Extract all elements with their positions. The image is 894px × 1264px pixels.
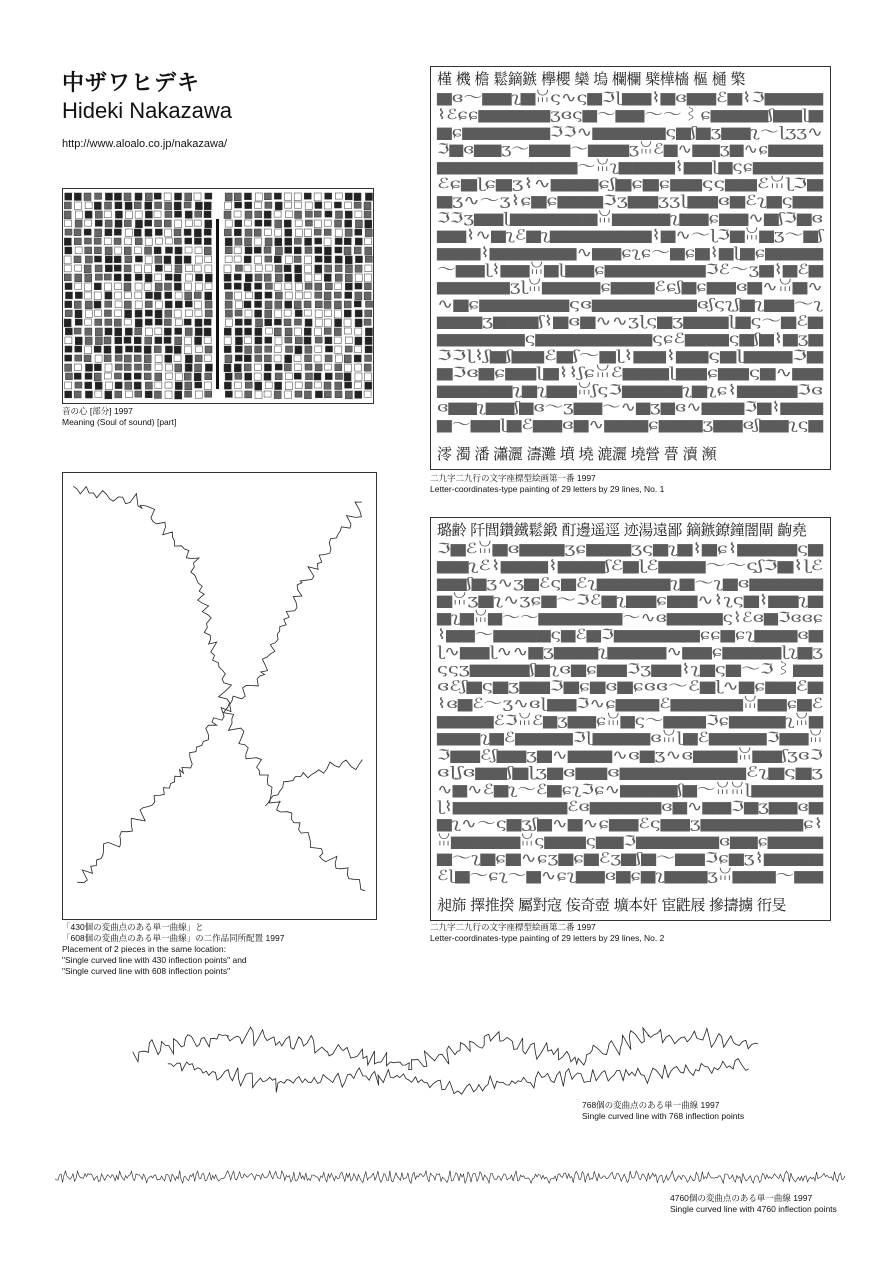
letter-painting-2-caption bbox=[430, 922, 850, 944]
curve-4760-caption bbox=[670, 1193, 870, 1215]
artist-name-japanese: 中ザワヒデキ bbox=[62, 70, 201, 95]
caption-line: 音の心 [部分] 1997 bbox=[62, 406, 133, 416]
svg-text:ℰɭ▆〜ɕʅ〜▆∿ɕʅ▆▆ɞ▆ɕ▆ʅ▆▆▆ʒꈍ▆▆▆〜▆▆: ℰɭ▆〜ɕʅ〜▆∿ɕʅ▆▆ɞ▆ɕ▆ʅ▆▆▆ʒꈍ▆▆▆〜▆▆ bbox=[437, 868, 727, 885]
svg-text:ℰɕ▆ɭɕ▆ʒ⌇∿▆▆▆ɕʃ▆ɕ▆ɕ▆▆ςς▆▆ℰꈍɭℑ▆: ℰɕ▆ɭɕ▆ʒ⌇∿▆▆▆ɕʃ▆ɕ▆ɕ▆▆ςς▆▆ℰꈍɭℑ▆ bbox=[437, 176, 700, 193]
svg-text:ℑ▆ɞ▆▆ʒ〜▆▆▆〜▆▆▆ʒꈍℰ▆∿▆▆ʒ▆∿ɕ▆▆▆▆: ℑ▆ɞ▆▆ʒ〜▆▆▆〜▆▆▆ʒꈍℰ▆∿▆▆ʒ▆∿ɕ▆▆▆▆ bbox=[437, 141, 741, 158]
svg-text:▆▆▆ʅ▆ℰ▆▆▆▆ℑɭ▆▆▆▆ɞꈍɭ▆ℰ▆▆▆▆ℑ▆▆ꈍ: ▆▆▆ʅ▆ℰ▆▆▆▆ℑɭ▆▆▆▆ɞꈍɭ▆ℰ▆▆▆▆ℑ▆▆ꈍ bbox=[437, 730, 726, 747]
svg-text:⌇ɞ▆ℰ〜ʒ∿ɞɭ▆▆ℑ∿ɕ▆▆▆ℰ▆▆▆▆▆ꈍ▆▆ɕ▆ℰ: ⌇ɞ▆ℰ〜ʒ∿ɞɭ▆▆ℑ∿ɕ▆▆▆ℰ▆▆▆▆▆ꈍ▆▆ɕ▆ℰ bbox=[437, 696, 724, 713]
caption-line: Letter-coordinates-type painting of 29 letters by 29 lines, No. 2 bbox=[430, 933, 665, 943]
curve-768-artwork bbox=[128, 1008, 768, 1098]
svg-text:∿▆ɕ▆▆▆▆▆▆ςɞ▆▆▆▆▆▆▆ɞʃςʅʃ▆ʅ▆▆〜ʅ: ∿▆ɕ▆▆▆▆▆▆ςɞ▆▆▆▆▆▆▆ɞʃςʅʃ▆ʅ▆▆〜ʅ bbox=[437, 296, 824, 313]
svg-text:▆ɞ〜▆▆ʅ▆ꈍς∿ς▆ℑɭ▆▆⌇▆ɞ▆▆ℰ▆⌇ℑ▆▆▆▆: ▆ɞ〜▆▆ʅ▆ꈍς∿ς▆ℑɭ▆▆⌇▆ɞ▆▆ℰ▆⌇ℑ▆▆▆▆ bbox=[437, 90, 722, 107]
meaning-artwork bbox=[62, 188, 374, 404]
caption-line: 768個の変曲点のある単一曲線 1997 bbox=[582, 1100, 720, 1110]
caption-line: Single curved line with 768 inflection points bbox=[582, 1111, 745, 1121]
letter-painting-1-body bbox=[431, 88, 830, 438]
meaning-caption bbox=[62, 406, 392, 428]
svg-text:▆ʒ∿〜ʒ⌇ɕ▆ɕ▆▆▆ℑʒ▆▆ʒʒɭ▆▆ɞ▆ℰʅ▆ς▆▆: ▆ʒ∿〜ʒ⌇ɕ▆ɕ▆▆▆ℑʒ▆▆ʒʒɭ▆▆ɞ▆ℰʅ▆ς▆▆ bbox=[435, 193, 824, 210]
curve-4760-artwork bbox=[55, 1162, 845, 1192]
caption-line: Meaning (Soul of sound) [part] bbox=[62, 417, 177, 427]
caption-line: "Single curved line with 608 inflection points" bbox=[62, 966, 231, 976]
caption-line: 二九字二九行の文字座標型絵画第一番 1997 bbox=[430, 473, 596, 483]
svg-text:〜▆▆ɭ⌇▆▆ꈍ▆ɭ▆▆ɕ▆▆▆▆▆▆▆ℑℰ〜ʒ▆⌇▆ℰ▆: 〜▆▆ɭ⌇▆▆ꈍ▆ɭ▆▆ɕ▆▆▆▆▆▆▆ℑℰ〜ʒ▆⌇▆ℰ▆ bbox=[437, 262, 726, 279]
curve-768-caption bbox=[582, 1100, 802, 1122]
svg-text:▆▆▆▆ℰℑꈍℰ▆ʒ▆▆ɕꈍ▆ς〜▆▆▆ℑɕ▆▆▆▆ʅꈍ▆: ▆▆▆▆ℰℑꈍℰ▆ʒ▆▆ɕꈍ▆ς〜▆▆▆ℑɕ▆▆▆▆ʅꈍ▆ bbox=[437, 713, 731, 730]
two-curves-artwork bbox=[62, 472, 377, 920]
svg-text:⌇▆▆〜▆▆▆▆ς▆ℰ▆ℑ▆▆▆▆▆▆ɕɕ▆ɕʅ▆▆▆ɞ▆: ⌇▆▆〜▆▆▆▆ς▆ℰ▆ℑ▆▆▆▆▆▆ɕɕ▆ɕʅ▆▆▆ɞ▆ bbox=[437, 627, 824, 644]
artist-url[interactable]: http://www.aloalo.co.jp/nakazawa/ bbox=[62, 138, 228, 150]
svg-text:ɭ∿▆▆ɭ∿∿▆ʒ▆▆▆ʅ▆▆▆▆∿▆▆ɕ▆▆▆▆ɭʅ▆ʒ: ɭ∿▆▆ɭ∿∿▆ʒ▆▆▆ʅ▆▆▆▆∿▆▆ɕ▆▆▆▆ɭʅ▆ʒ bbox=[437, 644, 824, 661]
svg-text:▆▆ʃ▆ʒ∿ʒ▆ℰς▆ℰʅ▆▆▆▆▆ʅ▆〜ʅ▆ɞ▆▆▆▆▆: ▆▆ʃ▆ʒ∿ʒ▆ℰς▆ℰʅ▆▆▆▆▆ʅ▆〜ʅ▆ɞ▆▆▆▆▆ bbox=[435, 575, 824, 592]
svg-text:▆▆▆▆▆ʅ▆ʅ▆▆ꈍʃςℑ▆▆▆▆ʅ▆ʅɕ⌇▆▆▆▆ℑɞ: ▆▆▆▆▆ʅ▆ʅ▆▆ꈍʃςℑ▆▆▆▆ʅ▆ʅɕ⌇▆▆▆▆ℑɞ bbox=[437, 382, 713, 399]
letter-painting-2-last-row: 昶旆 擇推揆 屬對寇 侫奇壺 壙本奸 宦鼪屐 摻擣擄 衎旻 bbox=[437, 895, 786, 914]
svg-text:▆▆▆▆▆ʒɭꈍ▆▆▆▆ɕ▆▆▆ℰɕʃ▆ɕ▆▆ɞ▆∿ꈍ▆∿: ▆▆▆▆▆ʒɭꈍ▆▆▆▆ɕ▆▆▆ℰɕʃ▆ɕ▆▆ɞ▆∿ꈍ▆∿ bbox=[437, 279, 723, 296]
svg-text:▆▆⌇∿▆ʅℰ▆ʅ▆▆▆▆▆▆▆⌇▆∿〜ɭℑ▆ꈍ▆ʒ〜▆ʃ: ▆▆⌇∿▆ʅℰ▆ʅ▆▆▆▆▆▆▆⌇▆∿〜ɭℑ▆ꈍ▆ʒ〜▆ʃ bbox=[437, 227, 724, 244]
svg-text:ɞɭʃɞ▆▆ʃ▆ɭʒ▆ɞ▆▆ɞ▆▆▆▆▆▆▆▆ℰʅ▆ς▆ʒ: ɞɭʃɞ▆▆ʃ▆ɭʒ▆ɞ▆▆ɞ▆▆▆▆▆▆▆▆ℰʅ▆ς▆ʒ bbox=[437, 764, 824, 781]
caption-line: Single curved line with 4760 inflection points bbox=[670, 1204, 837, 1214]
svg-text:▆〜▆▆ɭ▆ℰ▆▆ɞ▆∿▆▆▆ɕ▆▆▆ʒ▆▆ɞʃ▆▆ʅς▆: ▆〜▆▆ɭ▆ℰ▆▆ɞ▆∿▆▆▆ɕ▆▆▆ʒ▆▆ɞʃ▆▆ʅς▆ bbox=[435, 417, 824, 434]
caption-line: 4760個の変曲点のある単一曲線 1997 bbox=[670, 1193, 813, 1203]
caption-line: Letter-coordinates-type painting of 29 letters by 29 lines, No. 1 bbox=[430, 484, 665, 494]
svg-text:▆▆▆⌇▆▆▆▆▆▆∿▆▆ɕʅɕ〜▆ɕ▆⌇▆ɭ▆ɕ▆▆▆▆: ▆▆▆⌇▆▆▆▆▆▆∿▆▆ɕʅɕ〜▆ɕ▆⌇▆ɭ▆ɕ▆▆▆▆ bbox=[435, 245, 824, 262]
letter-painting-2-body bbox=[431, 539, 830, 889]
letter-painting-1-last-row: 澪 濁 潘 瀟灑 濤灘 墳 墝 漉灑 墝營 瞢 瀆 瀕 bbox=[437, 444, 716, 463]
letter-painting-1 bbox=[430, 66, 831, 470]
caption-line: "Single curved line with 430 inflection points" and bbox=[62, 955, 247, 965]
two-curves-caption bbox=[62, 922, 392, 977]
svg-text:▆▆ʅℰ⌇▆▆▆⌇▆▆▆ʃℰ▆ɭℰ▆▆▆〜〜ςʃℑ▆⌇ɭℰ: ▆▆ʅℰ⌇▆▆▆⌇▆▆▆ʃℰ▆ɭℰ▆▆▆〜〜ςʃℑ▆⌇ɭℰ bbox=[435, 558, 823, 575]
caption-line: 「608個の変曲点のある単一曲線」の二作品同所配置 1997 bbox=[62, 933, 285, 943]
letter-painting-2 bbox=[430, 517, 831, 921]
svg-text:ɭ⌇▆▆▆▆▆▆▆▆ℰɞ▆▆▆▆▆ɞ▆∿▆▆ℑ▆ʒ▆▆ɞ▆: ɭ⌇▆▆▆▆▆▆▆▆ℰɞ▆▆▆▆▆ɞ▆∿▆▆ℑ▆ʒ▆▆ɞ▆ bbox=[437, 799, 824, 816]
svg-text:ςςʒ▆▆▆▆ʃ▆ʅɞ▆ɕ▆▆ℑʒ▆▆⌇ʅ▆ς▆〜ℑ⌇▆▆: ςςʒ▆▆▆▆ʃ▆ʅɞ▆ɕ▆▆ℑʒ▆▆⌇ʅ▆ς▆〜ℑ⌇▆▆ bbox=[437, 661, 824, 678]
svg-text:▆ℑɞ▆ɕ▆▆ɭ▆⌇⌇ʃɕꈍℰ▆▆▆ɭ▆▆ɕ▆▆ς▆∿▆▆: ▆ℑɞ▆ɕ▆▆ɭ▆⌇⌇ʃɕꈍℰ▆▆▆ɭ▆▆ɕ▆▆ς▆∿▆▆ bbox=[437, 365, 707, 382]
letter-painting-1-first-row: 槿 機 檐 鬆鏑鏃 欅櫻 欒 塢 欄欄 檗樺檣 樞 樋 檠 bbox=[437, 70, 745, 88]
artist-name-english: Hideki Nakazawa bbox=[62, 98, 232, 123]
svg-text:▆ꈍʒ▆ʅ∿ʒɕ▆〜ℑℰ▆ʅ▆▆ɕ▆▆∿⌇ʅς▆⌇▆▆ʅ▆: ▆ꈍʒ▆ʅ∿ʒɕ▆〜ℑℰ▆ʅ▆▆ɕ▆▆∿⌇ʅς▆⌇▆▆ʅ▆ bbox=[437, 592, 714, 609]
svg-text:⌇ℰɕɕ▆▆▆▆▆ʒɞς▆〜▆▆〜〜⌇ɕ▆▆▆▆ʃ▆▆ɭ▆: ⌇ℰɕɕ▆▆▆▆▆ʒɞς▆〜▆▆〜〜⌇ɕ▆▆▆▆ʃ▆▆ɭ▆ bbox=[437, 107, 824, 124]
svg-text:ℑℑʒ▆▆ɭ▆▆▆▆▆▆ꈍ▆▆▆▆ʅ▆▆ɕ▆▆∿▆ʃℑ▆ɞ: ℑℑʒ▆▆ɭ▆▆▆▆▆▆ꈍ▆▆▆▆ʅ▆▆ɕ▆▆∿▆ʃℑ▆ɞ bbox=[437, 210, 723, 227]
meaning-artwork-image bbox=[63, 189, 373, 403]
svg-text:▆〜ʅ▆ɕ▆∿ɕʒ▆ɕ▆ℰʒ▆ʃ▆〜▆▆ℑɕ▆ʒ⌇▆▆▆▆: ▆〜ʅ▆ɕ▆∿ɕʒ▆ɕ▆ℰʒ▆ʃ▆〜▆▆ℑɕ▆ʒ⌇▆▆▆▆ bbox=[435, 850, 824, 867]
svg-text:▆▆▆ʒ▆▆▆ʃ⌇▆ɞ▆∿∿ʒɭς▆ʒ▆▆▆ɭ▆ς〜▆ℰ▆: ▆▆▆ʒ▆▆▆ʃ⌇▆ɞ▆∿∿ʒɭς▆ʒ▆▆▆ɭ▆ς〜▆ℰ▆ bbox=[435, 313, 824, 330]
svg-text:▆▆▆▆▆▆▆▆▆▆〜ꈍʅ▆▆▆▆⌇▆▆ɭ▆ςɕ▆▆▆▆▆: ▆▆▆▆▆▆▆▆▆▆〜ꈍʅ▆▆▆▆⌇▆▆ɭ▆ςɕ▆▆▆▆▆ bbox=[437, 159, 734, 176]
svg-text:ɞ▆▆ʅ▆▆ʃ▆ɞ〜ʒ▆▆〜∿▆ʒ▆ɞ∿▆▆▆ℑ▆⌇▆▆▆: ɞ▆▆ʅ▆▆ʃ▆ɞ〜ʒ▆▆〜∿▆ʒ▆ɞ∿▆▆▆ℑ▆⌇▆▆▆ bbox=[437, 399, 824, 416]
svg-text:▆ɕ▆▆▆▆▆▆ℑℑ∿▆▆▆▆▆ς▆ʃ▆ʒ▆▆ʅ〜ɭʒʒ∿: ▆ɕ▆▆▆▆▆▆ℑℑ∿▆▆▆▆▆ς▆ʃ▆ʒ▆▆ʅ〜ɭʒʒ∿ bbox=[435, 124, 823, 141]
svg-text:ɞℰʃ▆ς▆ʒ▆▆ℑ▆ɕ▆ɞ▆ɕɞɞ〜ℰ▆ɭ∿▆ɕ▆▆ℰ▆: ɞℰʃ▆ς▆ʒ▆▆ℑ▆ɕ▆ɞ▆ɕɞɞ〜ℰ▆ɭ∿▆ɕ▆▆ℰ▆ bbox=[437, 678, 824, 695]
letter-painting-2-first-row: 璐齢 阡閭鑽鐵鬆鍛 酊邊遥逕 迹湯遠鄙 鏑鏃鐐鐘闇閘 齣堯 bbox=[437, 521, 807, 539]
svg-text:∿▆∿ℰ▆ʅ〜ℰ▆ɕʅℑɕ∿▆▆▆▆ʃ▆〜ꈍꈍɭ▆▆▆▆▆: ∿▆∿ℰ▆ʅ〜ℰ▆ɕʅℑɕ∿▆▆▆▆ʃ▆〜ꈍꈍɭ▆▆▆▆▆ bbox=[437, 782, 727, 799]
caption-line: 二九字二九行の文字座標型絵画第二番 1997 bbox=[430, 922, 596, 932]
letter-painting-1-caption bbox=[430, 473, 850, 495]
svg-text:ℑ▆ℰꈍ▆ɞ▆▆▆ʒɕ▆▆▆ʒς▆ʅ▆⌇▆ɕ⌇▆▆▆▆ς▆: ℑ▆ℰꈍ▆ɞ▆▆▆ʒɕ▆▆▆ʒς▆ʅ▆⌇▆ɕ⌇▆▆▆▆ς▆ bbox=[437, 541, 715, 558]
two-curves-image bbox=[63, 473, 376, 919]
caption-line: 「430個の変曲点のある単一曲線」と bbox=[62, 922, 204, 932]
svg-text:▆▆▆▆▆▆ς▆▆▆▆▆▆▆▆ςɕℰ▆▆▆ς▆ʃ▆⌇▆ʒ▆: ▆▆▆▆▆▆ς▆▆▆▆▆▆▆▆ςɕℰ▆▆▆ς▆ʃ▆⌇▆ʒ▆ bbox=[435, 331, 824, 348]
svg-text:ꈍ▆▆▆▆▆ꈍς▆▆▆ς▆▆ℑ▆▆▆▆▆▆ɞ▆▆ɕ▆▆▆▆: ꈍ▆▆▆▆▆ꈍς▆▆▆ς▆▆ℑ▆▆▆▆▆▆ɞ▆▆ɕ▆▆▆▆ bbox=[437, 833, 738, 850]
svg-text:▆ʅ▆ꈍ▆〜〜▆▆▆▆▆▆〜∿ɞ▆▆▆▆ς⌇ℰɞ▆ℑɞɞɕ: ▆ʅ▆ꈍ▆〜〜▆▆▆▆▆▆〜∿ɞ▆▆▆▆ς⌇ℰɞ▆ℑɞɞɕ bbox=[437, 610, 735, 627]
svg-text:ℑ▆▆ℰʃ▆▆ʒ▆∿▆▆▆∿ɞ▆ʒ∿ɞ▆▆▆ꈍ▆▆ʃʒɞℑ: ℑ▆▆ℰʃ▆▆ʒ▆∿▆▆▆∿ɞ▆ʒ∿ɞ▆▆▆ꈍ▆▆ʃʒɞℑ bbox=[437, 747, 719, 764]
svg-text:▆ʅ∿〜ς▆ʒʃ▆∿▆∿ɕ▆▆ℰς▆▆ʒ▆▆▆▆▆▆▆ɕ⌇: ▆ʅ∿〜ς▆ʒʃ▆∿▆∿ɕ▆▆ℰς▆▆ʒ▆▆▆▆▆▆▆ɕ⌇ bbox=[435, 816, 823, 833]
caption-line: Placement of 2 pieces in the same location: bbox=[62, 944, 226, 954]
svg-text:ℑℑɭ⌇ʃ▆ʃ▆▆ℰ▆ʃ〜▆ɭ⌇▆▆⌇▆▆ς▆ɭ▆▆▆ℑ▆: ℑℑɭ⌇ʃ▆ʃ▆▆ℰ▆ʃ〜▆ɭ⌇▆▆⌇▆▆ς▆ɭ▆▆▆ℑ▆ bbox=[437, 348, 824, 365]
